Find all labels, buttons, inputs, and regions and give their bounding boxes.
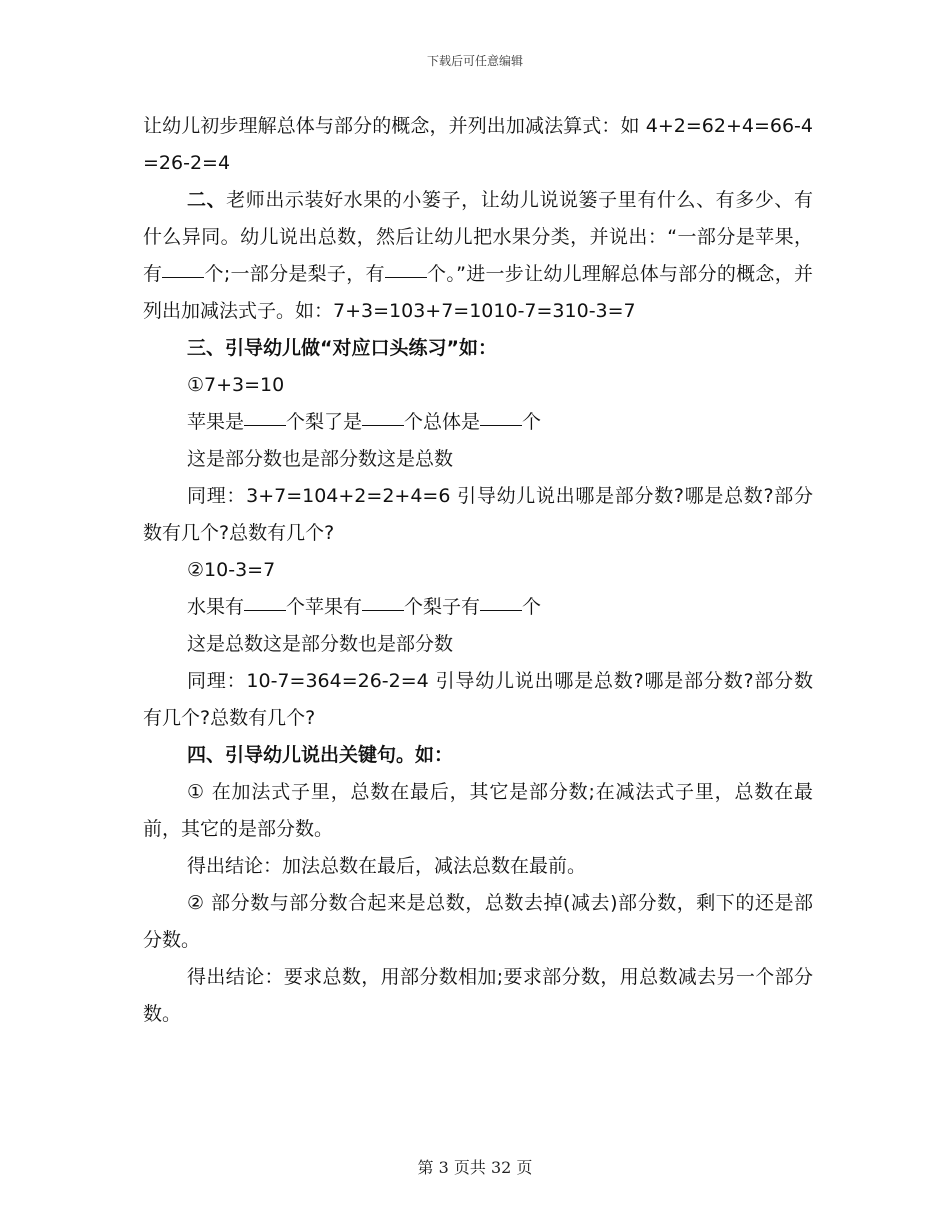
exercise-2-text-b: 个苹果有 [286, 596, 363, 618]
fill-blank [480, 609, 522, 611]
exercise-2-similar: 同理：10-7=364=26-2=4 引导幼儿说出哪是总数?哪是部分数?部分数有几个?总数有几个? [143, 670, 813, 729]
exercise-2-text-a: 水果有 [187, 596, 245, 618]
exercise-1-description: 这是部分数也是部分数这是总数 [187, 448, 454, 470]
section-2-heading: 二、 [187, 189, 227, 211]
exercise-2-title: ②10-3=7 [187, 559, 276, 581]
fill-blank [480, 424, 522, 426]
fill-blank [385, 276, 427, 278]
paragraph-section-2 [143, 182, 813, 330]
paragraph-intro: 让幼儿初步理解总体与部分的概念，并列出加减法算式：如 4+2=62+4=66-4=26-2=4 [143, 115, 813, 174]
fill-blank [362, 424, 404, 426]
section-4-heading: 四、引导幼儿说出关键句。如： [187, 744, 454, 766]
exercise-1-fill-line [143, 404, 813, 441]
section-2-text-c: 个。”进一步让幼儿理解总体与部分的概念，并列出加减法式子。如：7+3=103+7=1010-7=310-3=7 [143, 263, 813, 322]
exercise-1-text-c: 个总体是 [404, 411, 481, 433]
page-content [143, 108, 813, 1033]
section-3-heading: 三、引导幼儿做“对应口头练习”如： [187, 337, 497, 359]
page-header: 下载后可任意编辑 [426, 54, 523, 68]
exercise-1-text-a: 苹果是 [187, 411, 245, 433]
key-sentence-2: ② 部分数与部分数合起来是总数，总数去掉(减去)部分数，剩下的还是部分数。 [143, 892, 813, 951]
exercise-2-description: 这是总数这是部分数也是部分数 [187, 633, 454, 655]
key-sentence-1-conclusion: 得出结论：加法总数在最后，减法总数在最前。 [187, 855, 587, 877]
exercise-1-similar: 同理：3+7=104+2=2+4=6 引导幼儿说出哪是部分数?哪是总数?部分数有几个?总数有几个? [143, 485, 813, 544]
exercise-1-text-d: 个 [522, 411, 542, 433]
exercise-2-text-c: 个梨子有 [404, 596, 481, 618]
exercise-2-fill-line [143, 589, 813, 626]
fill-blank [362, 609, 404, 611]
exercise-1-title: ①7+3=10 [187, 374, 285, 396]
page-footer: 第 3 页共 32 页 [417, 1158, 533, 1177]
fill-blank [244, 424, 286, 426]
section-2-text-b: 个;一部分是梨子，有 [204, 263, 385, 285]
key-sentence-1: ① 在加法式子里，总数在最后，其它是部分数;在减法式子里，总数在最前，其它的是部分数。 [143, 781, 813, 840]
exercise-1-text-b: 个梨了是 [286, 411, 363, 433]
fill-blank [162, 276, 204, 278]
exercise-2-text-d: 个 [522, 596, 542, 618]
fill-blank [244, 609, 286, 611]
key-sentence-2-conclusion: 得出结论：要求总数，用部分数相加;要求部分数，用总数减去另一个部分数。 [143, 966, 813, 1025]
section-2-text-a: 老师出示装好水果的小篓子，让幼儿说说篓子里有什么、有多少、有什么异同。幼儿说出总数，然后让幼儿把水果分类，并说出：“一部分是苹果，有 [143, 189, 813, 285]
